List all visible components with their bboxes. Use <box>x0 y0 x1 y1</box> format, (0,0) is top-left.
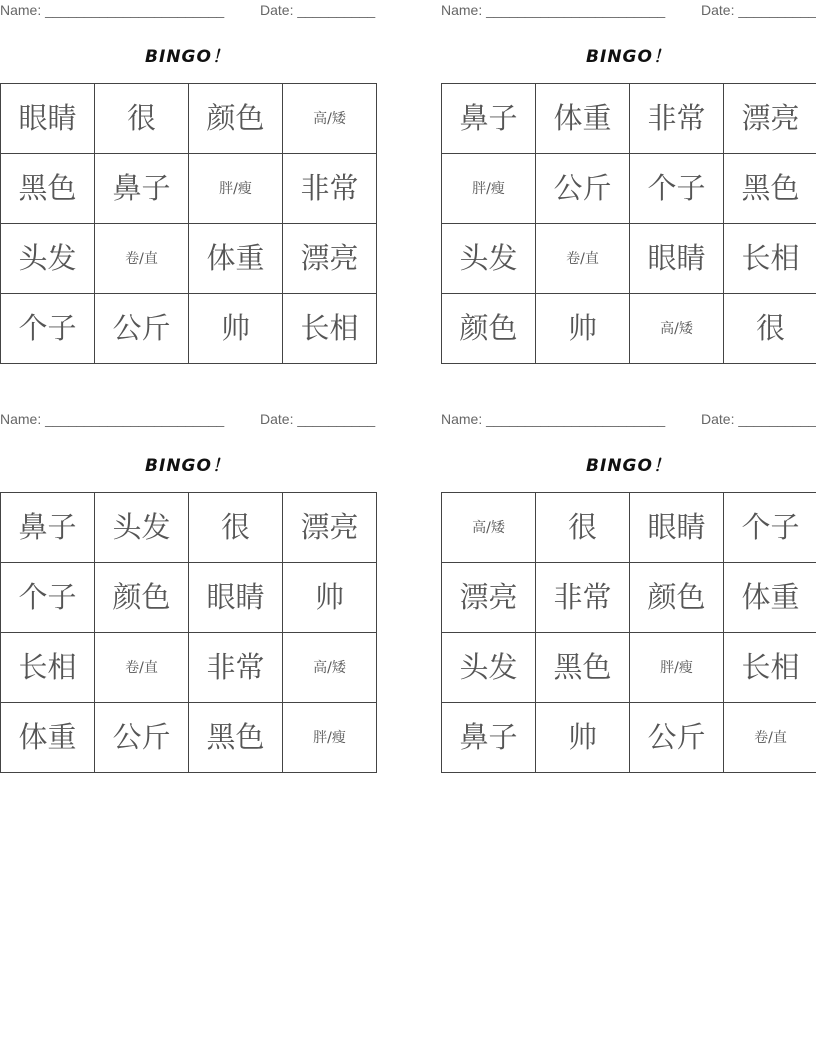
name-date-row <box>0 2 375 20</box>
bingo-cell: 卷/直 <box>95 224 189 294</box>
bingo-cell: 长相 <box>724 224 816 294</box>
bingo-cell: 鼻子 <box>442 84 536 154</box>
bingo-cell: 公斤 <box>95 703 189 773</box>
bingo-cell: 鼻子 <box>442 703 536 773</box>
bingo-cell: 体重 <box>1 703 95 773</box>
bingo-card <box>441 0 816 365</box>
bingo-cell: 黑色 <box>536 633 630 703</box>
bingo-cell: 漂亮 <box>724 84 816 154</box>
bingo-cell: 眼睛 <box>189 563 283 633</box>
bingo-cell: 个子 <box>1 294 95 364</box>
bingo-cell: 颜色 <box>442 294 536 364</box>
bingo-cell: 很 <box>536 493 630 563</box>
bingo-cell: 高/矮 <box>283 633 377 703</box>
grid-row <box>1 224 377 294</box>
grid-row <box>442 294 816 364</box>
grid-row <box>1 84 377 154</box>
bingo-cell: 长相 <box>1 633 95 703</box>
bingo-cell: 黑色 <box>1 154 95 224</box>
grid-row <box>1 563 377 633</box>
grid-row <box>1 154 377 224</box>
bingo-cell: 体重 <box>536 84 630 154</box>
bingo-cell: 非常 <box>630 84 724 154</box>
grid-row <box>442 563 816 633</box>
bingo-cell: 高/矮 <box>630 294 724 364</box>
bingo-cell: 胖/瘦 <box>442 154 536 224</box>
card-title: BINGO！ <box>145 456 230 476</box>
name-date-row <box>441 2 816 20</box>
date-field: Date: __________ <box>701 411 816 427</box>
bingo-cell: 非常 <box>189 633 283 703</box>
bingo-grid <box>441 492 816 773</box>
bingo-cell: 公斤 <box>95 294 189 364</box>
bingo-cell: 公斤 <box>630 703 724 773</box>
bingo-cell: 颜色 <box>189 84 283 154</box>
bingo-cell: 头发 <box>1 224 95 294</box>
bingo-grid <box>0 83 377 364</box>
bingo-cell: 很 <box>189 493 283 563</box>
bingo-cell: 个子 <box>724 493 816 563</box>
grid-row <box>1 493 377 563</box>
bingo-cell: 头发 <box>442 224 536 294</box>
grid-row <box>442 633 816 703</box>
bingo-cell: 帅 <box>283 563 377 633</box>
grid-row <box>1 294 377 364</box>
bingo-cell: 黑色 <box>724 154 816 224</box>
bingo-cell: 胖/瘦 <box>189 154 283 224</box>
bingo-cell: 胖/瘦 <box>283 703 377 773</box>
grid-row <box>442 154 816 224</box>
bingo-grid <box>441 83 816 364</box>
card-title: BINGO！ <box>586 47 671 67</box>
bingo-grid <box>0 492 377 773</box>
bingo-cell: 公斤 <box>536 154 630 224</box>
bingo-cell: 颜色 <box>630 563 724 633</box>
bingo-cell: 很 <box>724 294 816 364</box>
name-date-row <box>0 411 375 429</box>
name-date-row <box>441 411 816 429</box>
grid-row <box>1 703 377 773</box>
grid-row <box>1 633 377 703</box>
bingo-card <box>0 409 375 774</box>
bingo-cell: 卷/直 <box>536 224 630 294</box>
bingo-cell: 头发 <box>442 633 536 703</box>
bingo-cell: 长相 <box>724 633 816 703</box>
bingo-cell: 非常 <box>536 563 630 633</box>
bingo-cell: 个子 <box>630 154 724 224</box>
bingo-cell: 高/矮 <box>283 84 377 154</box>
bingo-card <box>0 0 375 365</box>
bingo-cell: 眼睛 <box>630 493 724 563</box>
bingo-cell: 眼睛 <box>630 224 724 294</box>
bingo-cell: 个子 <box>1 563 95 633</box>
bingo-cell: 很 <box>95 84 189 154</box>
bingo-cell: 颜色 <box>95 563 189 633</box>
bingo-cell: 胖/瘦 <box>630 633 724 703</box>
grid-row <box>442 703 816 773</box>
bingo-cell: 卷/直 <box>95 633 189 703</box>
card-title: BINGO！ <box>586 456 671 476</box>
name-field: Name: _______________________ <box>0 2 225 18</box>
name-field: Name: _______________________ <box>441 411 666 427</box>
bingo-card <box>441 409 816 774</box>
grid-row <box>442 84 816 154</box>
date-field: Date: __________ <box>260 411 376 427</box>
bingo-cell: 漂亮 <box>283 224 377 294</box>
bingo-cell: 鼻子 <box>95 154 189 224</box>
date-field: Date: __________ <box>260 2 376 18</box>
date-field: Date: __________ <box>701 2 816 18</box>
bingo-cell: 高/矮 <box>442 493 536 563</box>
card-title: BINGO！ <box>145 47 230 67</box>
bingo-cell: 非常 <box>283 154 377 224</box>
bingo-cell: 体重 <box>189 224 283 294</box>
bingo-cell: 漂亮 <box>283 493 377 563</box>
name-field: Name: _______________________ <box>0 411 225 427</box>
bingo-cell: 帅 <box>189 294 283 364</box>
bingo-cell: 卷/直 <box>724 703 816 773</box>
bingo-cell: 眼睛 <box>1 84 95 154</box>
bingo-cell: 漂亮 <box>442 563 536 633</box>
grid-row <box>442 493 816 563</box>
bingo-cell: 长相 <box>283 294 377 364</box>
bingo-cell: 帅 <box>536 294 630 364</box>
bingo-cell: 黑色 <box>189 703 283 773</box>
bingo-cell: 体重 <box>724 563 816 633</box>
bingo-cell: 鼻子 <box>1 493 95 563</box>
name-field: Name: _______________________ <box>441 2 666 18</box>
grid-row <box>442 224 816 294</box>
bingo-cell: 头发 <box>95 493 189 563</box>
bingo-cell: 帅 <box>536 703 630 773</box>
